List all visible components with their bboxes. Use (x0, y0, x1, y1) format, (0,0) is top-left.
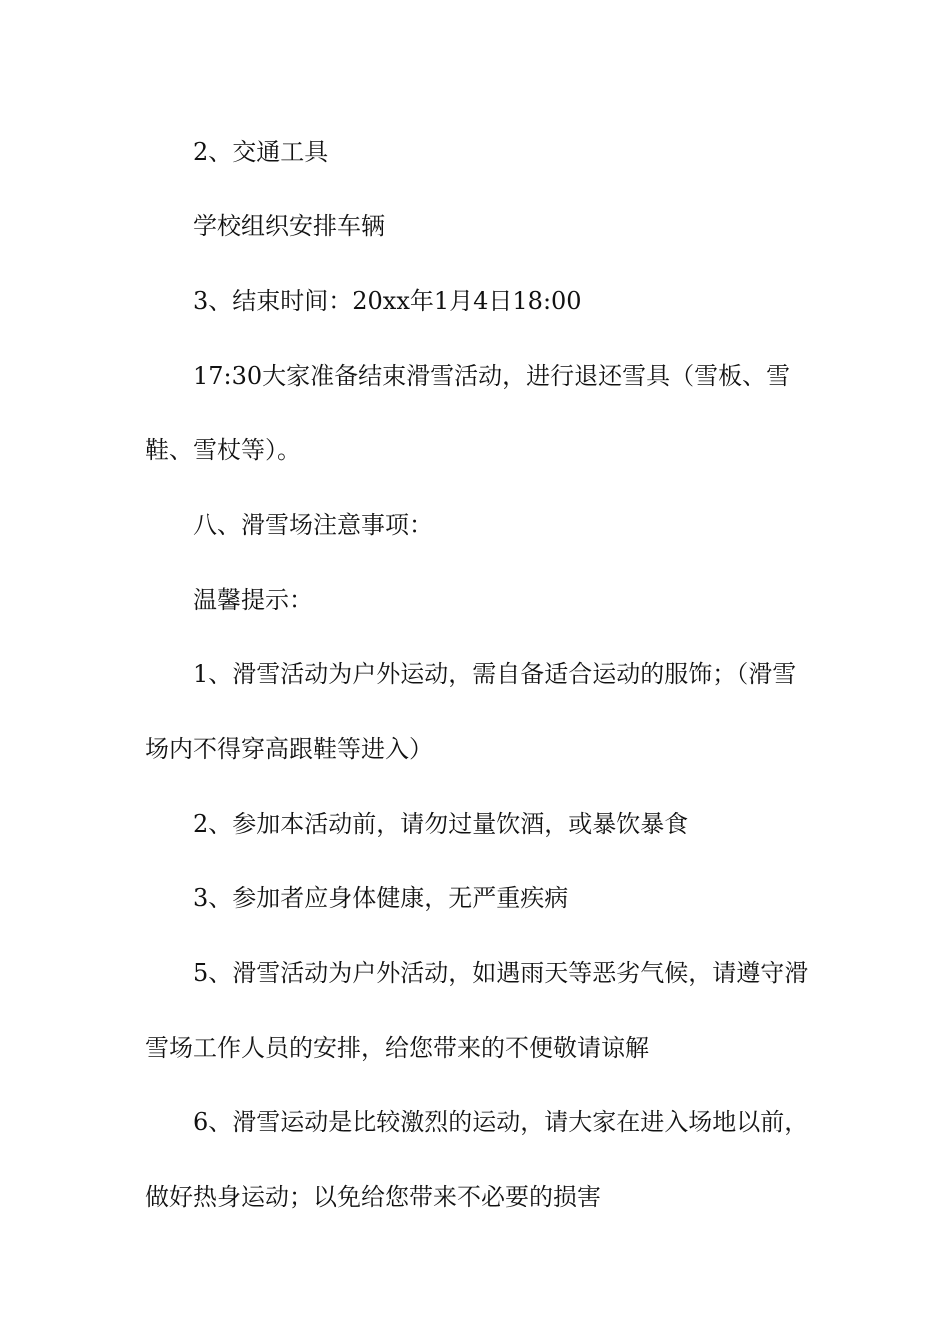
list-item-3: 3、参加者应身体健康，无严重疾病 (193, 884, 569, 912)
list-item-5-line-1: 5、滑雪活动为户外活动，如遇雨天等恶劣气候，请遵守滑 (193, 959, 809, 987)
heading-reminder: 温馨提示： (193, 586, 313, 614)
paragraph-end-activity-line-1: 17:30大家准备结束滑雪活动，进行退还雪具（雪板、雪 (193, 362, 791, 390)
list-item-2: 2、参加本活动前，请勿过量饮酒，或暴饮暴食 (193, 810, 689, 838)
list-item-1-line-2: 场内不得穿高跟鞋等进入） (145, 735, 433, 763)
list-item-6-line-2: 做好热身运动；以免给您带来不必要的损害 (145, 1183, 601, 1211)
list-item-6-line-1: 6、滑雪运动是比较激烈的运动，请大家在进入场地以前， (193, 1108, 809, 1136)
paragraph-transport-detail: 学校组织安排车辆 (193, 212, 385, 240)
paragraph-end-activity-line-2: 鞋、雪杖等）。 (145, 436, 301, 464)
heading-end-time: 3、结束时间：20xx年1月4日18:00 (193, 287, 582, 315)
list-item-1-line-1: 1、滑雪活动为户外运动，需自备适合运动的服饰；（滑雪 (193, 660, 797, 688)
heading-transport: 2、交通工具 (193, 138, 329, 166)
list-item-5-line-2: 雪场工作人员的安排，给您带来的不便敬请谅解 (145, 1034, 649, 1062)
section-heading-precautions: 八、滑雪场注意事项： (193, 511, 433, 539)
